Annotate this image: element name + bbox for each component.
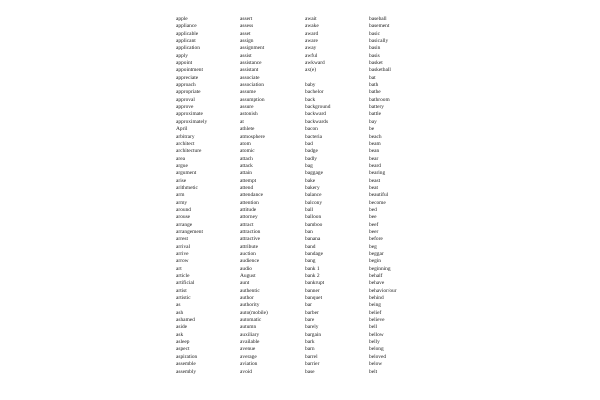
word-item: awkward	[305, 60, 325, 67]
word-item: assemble	[176, 361, 196, 368]
word-item: asset	[240, 30, 251, 37]
word-item: bad	[305, 140, 313, 147]
word-item: badge	[305, 148, 318, 155]
word-item: balance	[305, 192, 322, 199]
word-item: begin	[369, 258, 381, 265]
word-item: base	[305, 368, 315, 375]
word-item: beach	[369, 133, 382, 140]
word-item: aunt	[240, 280, 250, 287]
word-item: bellow	[369, 331, 384, 338]
word-item: authority	[240, 302, 260, 309]
word-item: assembly	[176, 368, 197, 375]
word-item: arithmetic	[176, 184, 198, 191]
word-item: avoid	[240, 368, 252, 375]
word-item: approach	[176, 82, 196, 89]
word-column-4	[369, 16, 431, 376]
word-item: belong	[369, 346, 384, 353]
word-item: automatic	[240, 317, 262, 324]
word-item: arise	[176, 177, 187, 184]
word-item: beard	[369, 162, 381, 169]
word-item: astonish	[240, 111, 258, 118]
word-item: athlete	[240, 126, 255, 133]
word-item: attraction	[240, 228, 261, 235]
word-item: awful	[305, 52, 318, 59]
word-item: basket	[369, 60, 383, 67]
word-item: arm	[176, 192, 185, 199]
word-item: application	[176, 45, 200, 52]
word-item: bay	[369, 118, 377, 125]
word-item: apple	[176, 16, 188, 22]
word-item: as	[176, 302, 181, 309]
word-item: appoint	[176, 60, 193, 67]
word-item: baby	[305, 82, 316, 89]
word-item: being	[369, 302, 381, 309]
word-item: bath	[369, 82, 379, 89]
word-item: below	[369, 361, 383, 368]
word-item: bee	[369, 214, 377, 221]
word-item: attack	[240, 162, 253, 169]
word-item: approximately	[176, 118, 208, 125]
word-item: assistant	[240, 67, 259, 74]
word-item: bank 2	[305, 273, 320, 280]
word-item: arrest	[176, 236, 188, 243]
word-item: bell	[369, 324, 378, 331]
word-item: behind	[369, 295, 384, 302]
word-item: banana	[305, 236, 321, 243]
word-item: bachelor	[305, 89, 324, 96]
word-item: article	[176, 273, 190, 280]
word-item: basically	[369, 38, 389, 45]
word-item: beautiful	[369, 192, 389, 199]
word-item: assignment	[240, 45, 265, 52]
word-item: behalf	[369, 273, 383, 280]
word-item: bark	[305, 339, 315, 346]
word-item: bakery	[305, 184, 320, 191]
word-item: ask	[176, 331, 184, 338]
word-item: applicable	[176, 30, 199, 37]
word-item: beat	[369, 184, 378, 191]
word-item: attach	[240, 155, 253, 162]
word-item	[305, 75, 367, 82]
word-item: autumn	[240, 324, 257, 331]
word-item: become	[369, 199, 386, 206]
word-item: available	[240, 339, 260, 346]
word-item: belief	[369, 309, 382, 316]
word-item: around	[176, 206, 191, 213]
word-item: beer	[369, 228, 379, 235]
word-item: bar	[305, 302, 312, 309]
word-item: arrangement	[176, 228, 203, 235]
word-item: bean	[369, 148, 380, 155]
word-item: bargain	[305, 331, 322, 338]
word-column-2	[240, 16, 302, 376]
word-item: attribute	[240, 243, 258, 250]
word-item: bamboo	[305, 221, 323, 228]
word-item: associate	[240, 74, 260, 81]
word-item: bearing	[369, 170, 386, 177]
word-item: auction	[240, 251, 256, 257]
word-item: applicant	[176, 38, 196, 45]
word-item: backward	[305, 111, 326, 118]
word-item: aspect	[176, 346, 190, 353]
word-item: area	[176, 155, 185, 162]
word-item: beloved	[369, 353, 387, 360]
word-item: atmosphere	[240, 133, 265, 140]
word-item: average	[240, 353, 257, 360]
word-item: bathe	[369, 89, 381, 96]
word-item: arrive	[176, 251, 189, 257]
word-item: behave	[369, 280, 385, 287]
word-item: award	[305, 30, 319, 37]
word-item: atom	[240, 140, 251, 147]
word-item: basketball	[369, 67, 391, 74]
word-item: apply	[176, 52, 188, 59]
word-item: bear	[369, 155, 379, 162]
word-item: beam	[369, 140, 381, 147]
word-item: bandage	[305, 251, 323, 257]
word-item: arouse	[176, 214, 191, 221]
word-item: bang	[305, 258, 316, 265]
word-item: authentic	[240, 287, 260, 294]
word-item: artist	[176, 287, 187, 294]
word-item: ashamed	[176, 317, 195, 324]
word-item: bag	[305, 162, 313, 169]
word-item: background	[305, 104, 331, 111]
word-item: badly	[305, 155, 317, 162]
word-item: assumption	[240, 96, 265, 103]
word-item: argue	[176, 162, 188, 169]
word-item: attempt	[240, 177, 257, 184]
word-item: basis	[369, 52, 380, 59]
word-item: banquet	[305, 295, 323, 302]
word-item: art	[176, 265, 182, 272]
word-item: appreciate	[176, 74, 199, 81]
word-item: bake	[305, 177, 316, 184]
word-item: author	[240, 295, 254, 302]
word-item: artificial	[176, 280, 195, 287]
word-item: assist	[240, 52, 252, 59]
word-item: aware	[305, 38, 318, 45]
word-item: bankrupt	[305, 280, 325, 287]
word-item: believe	[369, 317, 385, 324]
word-item: attract	[240, 221, 254, 228]
word-item: attractive	[240, 236, 261, 243]
word-item: appointment	[176, 67, 203, 74]
word-item: barrier	[305, 361, 320, 368]
word-item: backwards	[305, 118, 329, 125]
word-item: approximate	[176, 111, 203, 118]
word-item: bat	[369, 74, 376, 81]
word-item: audio	[240, 265, 252, 272]
word-item: baggage	[305, 170, 323, 177]
word-column-1	[176, 16, 238, 376]
word-item: basin	[369, 45, 381, 52]
word-item: bathroom	[369, 96, 390, 103]
word-item: arrange	[176, 221, 193, 228]
word-item: battle	[369, 111, 381, 118]
word-item: belly	[369, 339, 380, 346]
word-item: behavior/our	[369, 287, 397, 294]
word-item: auxiliary	[240, 331, 260, 338]
word-item: arrival	[176, 243, 191, 250]
word-item: before	[369, 236, 383, 243]
word-item: assign	[240, 38, 254, 45]
word-item: architect	[176, 140, 195, 147]
word-item: ban	[305, 228, 313, 235]
word-item: aside	[176, 324, 188, 331]
word-item: association	[240, 82, 264, 89]
word-item: argument	[176, 170, 197, 177]
word-item: beginning	[369, 265, 391, 272]
word-item: attendance	[240, 192, 264, 199]
word-item: aviation	[240, 361, 258, 368]
word-item: ash	[176, 309, 184, 316]
word-item: attain	[240, 170, 252, 177]
word-item: April	[176, 126, 188, 133]
word-item: aspiration	[176, 353, 198, 360]
word-item: arbitrary	[176, 133, 195, 140]
word-item: assess	[240, 23, 254, 30]
word-item: belt	[369, 368, 378, 375]
word-item: audience	[240, 258, 260, 265]
word-item: architecture	[176, 148, 202, 155]
word-item: army	[176, 199, 188, 206]
word-item: basement	[369, 23, 390, 30]
word-item: at	[240, 118, 244, 125]
word-item: battery	[369, 104, 384, 111]
word-item: arrow	[176, 258, 189, 265]
word-item: basic	[369, 30, 381, 37]
word-item: appropriate	[176, 89, 201, 96]
word-item: artistic	[176, 295, 191, 302]
word-item: assume	[240, 89, 256, 96]
word-item: ax(e)	[305, 67, 317, 74]
word-item: bacon	[305, 126, 318, 133]
word-item: balloon	[305, 214, 322, 221]
word-item: bacteria	[305, 133, 323, 140]
word-item: attorney	[240, 214, 258, 221]
word-item: banner	[305, 287, 320, 294]
word-item: approve	[176, 104, 194, 111]
word-item: beg	[369, 243, 377, 250]
word-item: approval	[176, 96, 195, 103]
word-item: await	[305, 16, 317, 22]
word-item: beast	[369, 177, 381, 184]
word-item: band	[305, 243, 316, 250]
word-item: attention	[240, 199, 259, 206]
word-item: attend	[240, 184, 254, 191]
word-item: barn	[305, 346, 315, 353]
word-item: avenue	[240, 346, 256, 353]
word-item: bare	[305, 317, 315, 324]
word-item: barber	[305, 309, 319, 316]
word-item: be	[369, 126, 375, 133]
word-item: attitude	[240, 206, 257, 213]
word-column-3	[305, 16, 367, 376]
word-item: bed	[369, 206, 377, 213]
word-item: away	[305, 45, 317, 52]
word-item: beef	[369, 221, 379, 228]
word-item: ball	[305, 206, 314, 213]
word-item: assistance	[240, 60, 262, 67]
word-item: appliance	[176, 23, 197, 30]
word-item: balcony	[305, 199, 323, 206]
word-item: beggar	[369, 251, 384, 257]
word-item: back	[305, 96, 316, 103]
word-item: auto(mobile)	[240, 309, 268, 316]
word-item: assure	[240, 104, 254, 111]
word-item: bank 1	[305, 265, 320, 272]
word-item: asleep	[176, 339, 190, 346]
word-item: baseball	[369, 16, 387, 22]
word-item: barely	[305, 324, 319, 331]
word-item: atomic	[240, 148, 255, 155]
word-item: assert	[240, 16, 253, 22]
word-item: August	[240, 273, 256, 280]
word-item: barrel	[305, 353, 318, 360]
word-item: awake	[305, 23, 319, 30]
